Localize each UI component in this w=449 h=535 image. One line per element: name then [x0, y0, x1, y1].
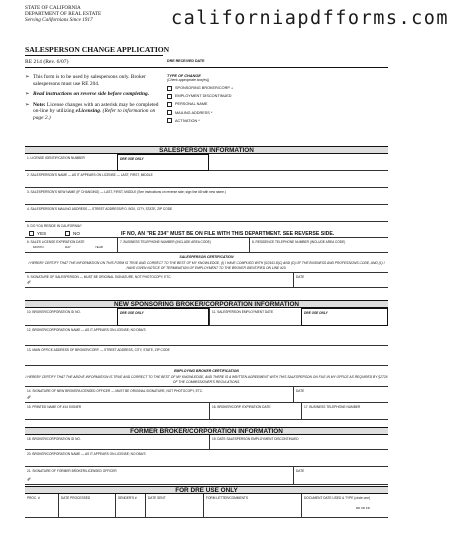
broker-expiration-field[interactable]: 16. BROKER/CORP. EXPIRATION DATE — [209, 403, 301, 419]
section-dre-use-only: FOR DRE USE ONLY — [25, 486, 388, 494]
row-license-id — [25, 154, 388, 171]
sign-here-icon: ✐ — [27, 280, 32, 286]
reside-california-field: 5. DO YOU RESIDE IN CALIFORNIA? — [27, 223, 82, 228]
row-former-broker-name — [25, 450, 388, 467]
sender-number-field[interactable]: SENDER'S # — [115, 494, 145, 517]
option-employment-discontinued: EMPLOYMENT DISCONTINUED — [167, 92, 287, 100]
checkbox[interactable] — [167, 118, 172, 123]
checkbox[interactable] — [167, 110, 172, 115]
broker-certification-title: EMPLOYING BROKER CERTIFICATION — [174, 369, 239, 373]
department-name: DEPARTMENT OF REAL ESTATE — [25, 11, 102, 18]
form-title: SALESPERSON CHANGE APPLICATION — [25, 45, 170, 54]
bullet-icon: ➢ — [25, 91, 30, 98]
row-new-broker-name — [25, 326, 388, 346]
row-mailing-address — [25, 205, 388, 222]
state-name: STATE OF CALIFORNIA — [25, 5, 81, 11]
bullet-icon: ➢ — [25, 101, 30, 108]
form-letter-comments-field[interactable]: FORM LETTER/COMMENTS — [203, 494, 301, 517]
salesperson-certification-text: I HEREBY CERTIFY THAT THE INFORMATION ON THIS FORM IS TRUE AND CORRECT TO THE BEST OF MY KNOWLEDGE, (I) I HAVE COMPLIED WITH §10161.8(C) AND (D) OF THE BUSINESS AND PROFESSIONS CODE, AND (1) I HAVE GIVEN NOTICE OF TERMINATION OF EMPLOYMENT TO THE BROKER IDENTIFIED ON LINE #20. — [28, 261, 385, 270]
brand-watermark: californiapdfforms.com — [171, 8, 449, 29]
row-former-broker-id — [25, 435, 388, 450]
former-broker-signature-field[interactable]: 21. SIGNATURE OF FORMER BROKER/LICENSED OFFICER ✐ — [27, 468, 117, 483]
agency-block — [25, 5, 165, 24]
yes-checkbox[interactable] — [29, 231, 34, 236]
salesperson-date-field[interactable]: DATE — [293, 273, 388, 287]
new-broker-date-field[interactable]: DATE — [293, 387, 388, 402]
broker-certification-text: I HEREBY CERTIFY THAT THE ABOVE INFORMATION IS TRUE AND CORRECT TO THE BEST OF MY KNOWLEDGE, AND THERE IS A WRITTEN AGREEMENT WITH THIS SALESPERSON ON FILE IN MY OFFICE AS REQUIRED BY §2726 OF THE COMMISSIONER'S REGULATIONS. — [25, 375, 388, 384]
checkbox[interactable] — [167, 86, 172, 91]
dre-use-only-box: DRE USE ONLY — [117, 154, 209, 171]
main-office-address-field[interactable]: 13. MAIN OFFICE ADDRESS OF BROKER/CORP. — STREET ADDRESS, CITY, STATE, ZIP CODE — [27, 347, 170, 352]
former-broker-name-field[interactable]: 20. BROKER/CORPORATION NAME — AS IT APPEARS ON LICENSE; NO DBA'S — [27, 451, 146, 456]
circle-options: RD XD KD — [356, 506, 370, 510]
row-main-office — [25, 346, 388, 366]
row-expiration-phones — [25, 238, 388, 253]
row-salesperson-name — [25, 171, 388, 188]
dre-use-only-box: DRE USE ONLY — [301, 308, 388, 326]
employment-date-field[interactable]: 11. SALESPERSON EMPLOYMENT DATE — [209, 308, 301, 325]
section-new-broker: NEW SPONSORING BROKER/CORPORATION INFORMATION — [25, 300, 388, 308]
option-personal-name: PERSONAL NAME — [167, 100, 287, 108]
sign-here-icon: ✐ — [27, 477, 32, 483]
employment-discontinued-date-field[interactable]: 19. DATE SALESPERSON EMPLOYMENT DISCONTINUED — [209, 435, 388, 449]
header-divider — [25, 67, 388, 68]
salesperson-certification-title: SALESPERSON CERTIFICATION — [179, 255, 234, 259]
note-usage: ➢ This form is to be used by salespersons only. Broker salespersons must use RE 204. — [25, 74, 146, 87]
option-sponsoring-broker: SPONSORING BROKER/CORP. * — [167, 84, 287, 92]
license-id-field[interactable]: 1. LICENSE IDENTIFICATION NUMBER — [27, 155, 85, 160]
business-phone-field[interactable]: 7. BUSINESS TELEPHONE NUMBER (INCLUDE AREA CODE) — [117, 238, 249, 252]
checkbox[interactable] — [167, 102, 172, 107]
new-broker-signature-field[interactable]: 14. SIGNATURE OF NEW BROKER/LICENSED OFFICER — MUST BE ORIGINAL SIGNATURE, NOT PHOTOCOPY, ETC. ✐ — [27, 388, 203, 401]
form-id: RE 214 (Rev. 6/07) — [25, 59, 69, 65]
salesperson-name-field[interactable]: 2. SALESPERSON'S NAME — AS IT APPEARS ON LICENSE — LAST, FIRST, MIDDLE — [27, 172, 153, 177]
title-underline — [25, 55, 163, 56]
re234-note: IF NO, AN "RE 234" MUST BE ON FILE WITH THIS DEPARTMENT. SEE REVERSE SIDE. — [121, 231, 335, 237]
received-date-label: DRE RECEIVED DATE — [167, 59, 205, 63]
mailing-address-field[interactable]: 4. SALESPERSON'S MAILING ADDRESS — STREET ADDRESS/P.O. BOX, CITY, STATE, ZIP CODE — [27, 206, 173, 211]
type-of-change-subtitle: (Check appropriate box(es)) — [167, 78, 210, 82]
no-option: NO — [65, 231, 80, 236]
signer-printed-name-field[interactable]: 15. PRINTED NAME OF #14 SIGNER — [27, 404, 82, 409]
former-broker-date-field[interactable]: DATE — [293, 467, 388, 484]
yes-option: YES — [29, 231, 46, 236]
no-checkbox[interactable] — [65, 231, 70, 236]
new-broker-id-field[interactable]: 10. BROKER/CORPORATION ID NO. — [27, 309, 81, 314]
license-expiration-field[interactable]: 6. SALES LICENSE EXPIRATION DATE MONTH DAY YEAR — [27, 239, 103, 249]
note-read-instructions: ➢ Read instructions on reverse side before completing. — [25, 91, 150, 98]
row-signer-info — [25, 403, 388, 420]
option-activation: ACTIVATION * — [167, 117, 287, 125]
row-dre-processing — [25, 494, 388, 518]
row-new-name — [25, 188, 388, 205]
salesperson-signature-field[interactable]: 9. SIGNATURE OF SALESPERSON — MUST BE ORIGINAL SIGNATURE, NOT PHOTOCOPY, ETC. ✐ — [27, 274, 172, 286]
department-motto: Serving Californians Since 1917 — [25, 17, 93, 24]
instruction-notes — [25, 74, 163, 126]
row-former-broker-signature — [25, 467, 388, 485]
new-name-field[interactable]: 3. SALESPERSON'S NEW NAME (IF CHANGING) — LAST, FIRST, MIDDLE (See Instructions on reverse side; sign line #8 with new name.) — [27, 189, 226, 194]
row-reside-california — [25, 222, 388, 238]
option-mailing-address: MAILING ADDRESS * — [167, 109, 287, 117]
new-broker-name-field[interactable]: 12. BROKER/CORPORATION NAME — AS IT APPEARS ON LICENSE; NO DBA'S — [27, 327, 146, 332]
elicensing-link[interactable]: eLicensing — [75, 108, 100, 115]
section-salesperson: SALESPERSON INFORMATION — [25, 146, 388, 154]
sign-here-icon: ✐ — [27, 395, 32, 401]
type-of-change — [167, 74, 287, 125]
section-former-broker: FORMER BROKER/CORPORATION INFORMATION — [25, 427, 388, 435]
dre-use-only-box: DRE USE ONLY — [117, 308, 209, 326]
type-of-change-title: TYPE OF CHANGE — [167, 74, 201, 78]
checkbox[interactable] — [167, 94, 172, 99]
row-salesperson-signature — [25, 272, 388, 288]
broker-phone-field[interactable]: 17. BUSINESS TELEPHONE NUMBER — [301, 403, 388, 419]
bullet-icon: ➢ — [25, 74, 30, 80]
date-processed-field[interactable]: DATE PROCESSED — [58, 494, 115, 517]
date-sent-field[interactable]: DATE SENT — [145, 494, 203, 517]
residence-phone-field[interactable]: 8. RESIDENCE TELEPHONE NUMBER (INCLUDE AREA CODE) — [249, 238, 388, 252]
document-date-type-field[interactable]: DOCUMENT DATE USED & TYPE (circle one) RD XD KD — [301, 494, 388, 517]
note-elicensing: ➢ Note: License changes with an asterisk may be completed on-line by utilizing eLicensing. (Refer to information on page 2.) — [25, 101, 159, 121]
row-new-broker-signature — [25, 386, 388, 403]
proc-number-field[interactable]: PROC. # — [27, 495, 40, 500]
former-broker-id-field[interactable]: 18. BROKER/CORPORATION ID NO. — [27, 436, 81, 441]
row-new-broker-id — [25, 308, 388, 326]
